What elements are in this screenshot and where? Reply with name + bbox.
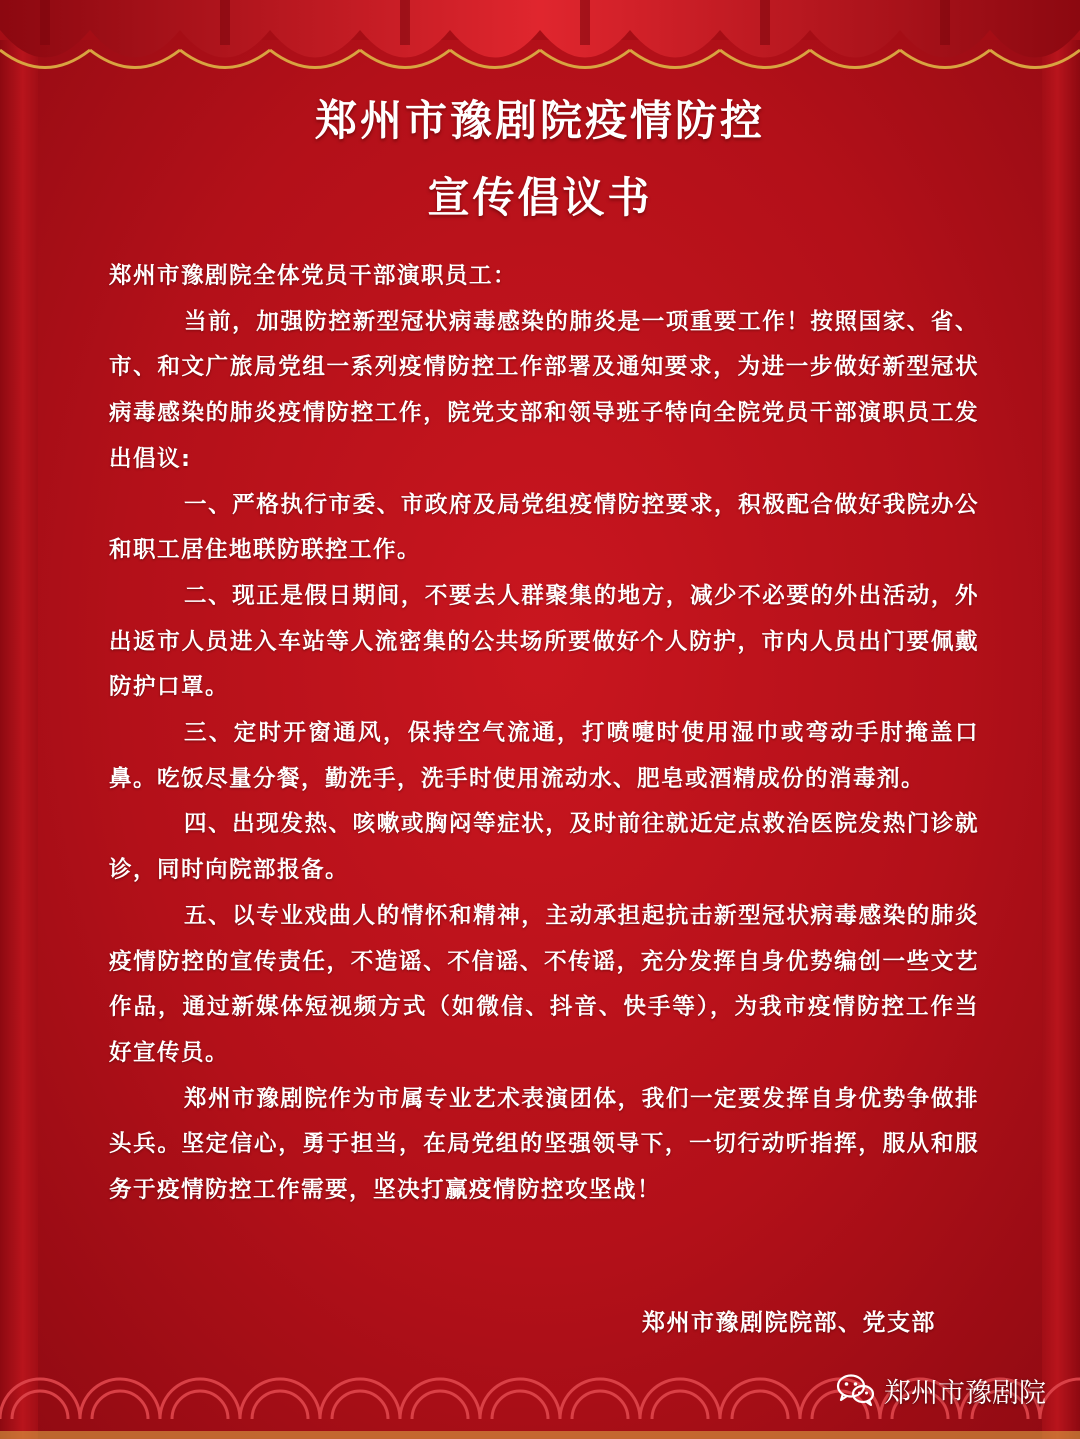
paragraph-item-5: 五、以专业戏曲人的情怀和精神，主动承担起抗击新型冠状病毒感染的肺炎疫情防控的宣传责任，不造谣、不信谣、不传谣，充分发挥自身优势编创一些文艺作品，通过新媒体短视频方式（如微信、抖音、快手等），为我市疫情防控工作当好宣传员。 — [109, 902, 979, 1066]
paragraph-item-4: 四、出现发热、咳嗽或胸闷等症状，及时前往就近定点救治医院发热门诊就诊，同时向院部报备。 — [109, 811, 979, 884]
letter-body — [109, 254, 979, 1214]
paragraph-item-1: 一、严格执行市委、市政府及局党组疫情防控要求，积极配合做好我院办公和职工居住地联防联控工作。 — [109, 491, 979, 564]
title-line-2: 宣传倡议书 — [427, 173, 653, 222]
salutation: 郑州市豫剧院全体党员干部演职员工： — [109, 263, 518, 289]
paragraph-item-2: 二、现正是假日期间，不要去人群聚集的地方，减少不必要的外出活动，外出返市人员进入车站等人流密集的公共场所要做好个人防护，市内人员出门要佩戴防护口罩。 — [109, 582, 979, 701]
wechat-watermark — [836, 1370, 1046, 1410]
paragraph-closing: 郑州市豫剧院作为市属专业艺术表演团体，我们一定要发挥自身优势争做排头兵。坚定信心，勇于担当，在局党组的坚强领导下，一切行动听指挥，服从和服务于疫情防控工作需要，坚决打赢疫情防控攻坚战！ — [109, 1085, 979, 1204]
paragraph-intro: 当前，加强防控新型冠状病毒感染的肺炎是一项重要工作！按照国家、省、市、和文广旅局党组一系列疫情防控工作部署及通知要求，为进一步做好新型冠状病毒感染的肺炎疫情防控工作，院党支部和领导班子特向全院党员干部演职员工发出倡议: — [109, 308, 979, 472]
title-line-1: 郑州市豫剧院疫情防控 — [314, 96, 765, 145]
paragraph-item-3: 三、定时开窗通风，保持空气流通，打喷嚏时使用湿巾或弯动手肘掩盖口鼻。吃饭尽量分餐，勤洗手，洗手时使用流动水、肥皂或酒精成份的消毒剂。 — [109, 720, 979, 792]
top-curtain — [0, 0, 1080, 90]
wechat-icon — [836, 1373, 876, 1407]
watermark-text: 郑州市豫剧院 — [884, 1377, 1046, 1409]
signature: 郑州市豫剧院院部、党支部 — [642, 1310, 936, 1336]
